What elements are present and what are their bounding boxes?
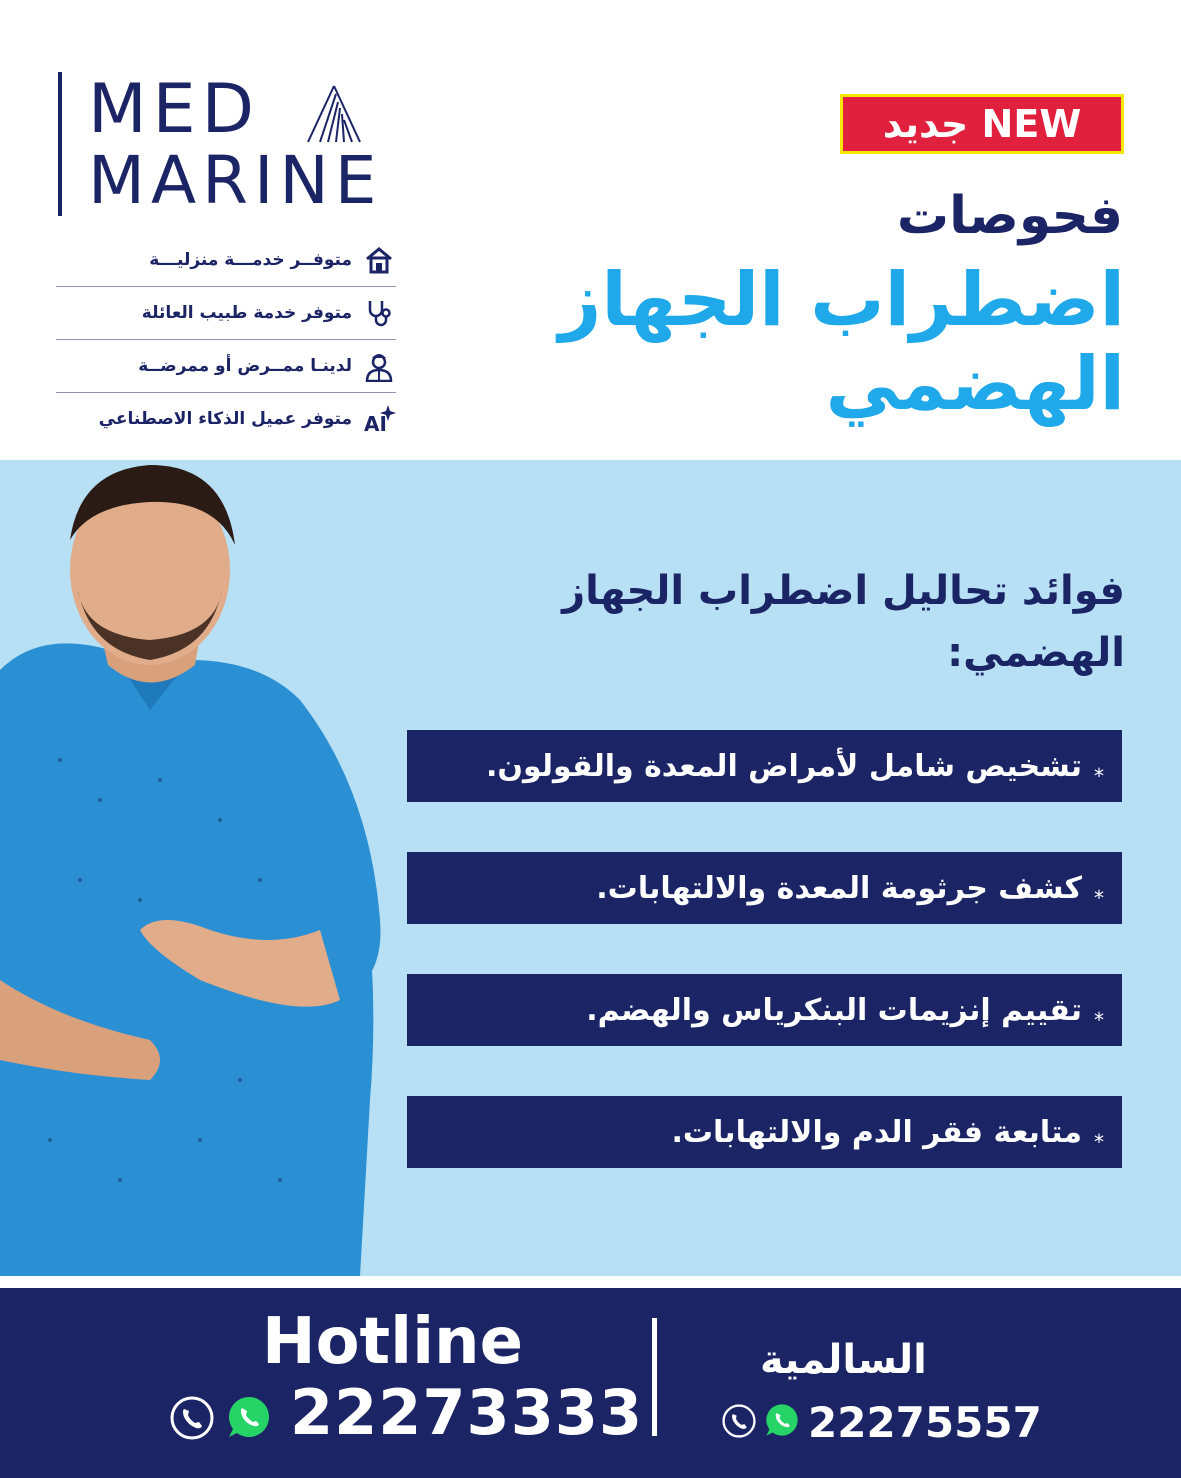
benefit-text: كشف جرثومة المعدة والالتهابات. <box>596 870 1082 906</box>
benefit-item <box>407 1096 1122 1168</box>
man-stomach-pain-illustration <box>0 460 410 1276</box>
whatsapp-icon[interactable] <box>226 1394 272 1440</box>
feature-label: متوفــر خدمـــة منزليـــة <box>149 250 352 270</box>
whatsapp-icon[interactable] <box>764 1402 800 1438</box>
feature-list <box>56 234 396 445</box>
logo-line-2: MARINE <box>88 142 383 219</box>
benefit-text: تشخيص شامل لأمراض المعدة والقولون. <box>485 748 1082 784</box>
bullet-star: * <box>1094 764 1104 788</box>
phone-icon[interactable] <box>722 1404 756 1438</box>
bullet-star: * <box>1094 1008 1104 1032</box>
hotline-label: Hotline <box>262 1305 523 1379</box>
logo-line-1: MED <box>88 70 260 149</box>
logo-bar <box>58 72 62 216</box>
nurse-icon <box>362 349 396 383</box>
feature-label: متوفر خدمة طبيب العائلة <box>141 303 352 323</box>
hotline-number[interactable]: 22273333 <box>290 1376 644 1449</box>
benefit-text: متابعة فقر الدم والالتهابات. <box>671 1114 1082 1150</box>
feature-label: لدينـا ممــرض أو ممرضــة <box>138 356 352 376</box>
phone-icon[interactable] <box>170 1396 214 1440</box>
svg-text:AI: AI <box>364 412 387 435</box>
branch-name: السالمية <box>760 1337 927 1383</box>
feature-ai-agent <box>56 393 396 445</box>
branch-number[interactable]: 22275557 <box>808 1398 1042 1447</box>
feature-label: متوفر عميل الذكاء الاصطناعي <box>98 409 352 429</box>
bullet-star: * <box>1094 886 1104 910</box>
page-title: اضطراب الجهاز الهضمي <box>558 257 1125 427</box>
home-icon <box>362 243 396 277</box>
benefits-heading: فوائد تحاليل اضطراب الجهاز الهضمي: <box>562 568 1125 676</box>
footer-divider <box>652 1318 657 1436</box>
feature-family-doctor <box>56 287 396 340</box>
benefit-text: تقييم إنزيمات البنكرياس والهضم. <box>586 992 1082 1028</box>
feature-nurse <box>56 340 396 393</box>
benefit-item <box>407 730 1122 802</box>
logo-triangle-icon <box>306 84 362 144</box>
new-badge: جديد NEW <box>842 96 1122 152</box>
contact-footer <box>0 1288 1181 1478</box>
ai-sparkle-icon <box>362 402 396 436</box>
feature-home-service <box>56 234 396 287</box>
brand-logo <box>58 72 398 222</box>
bullet-star: * <box>1094 1130 1104 1154</box>
stethoscope-icon <box>362 296 396 330</box>
benefit-item <box>407 852 1122 924</box>
benefit-item <box>407 974 1122 1046</box>
page-title-prefix: فحوصات <box>896 186 1123 246</box>
